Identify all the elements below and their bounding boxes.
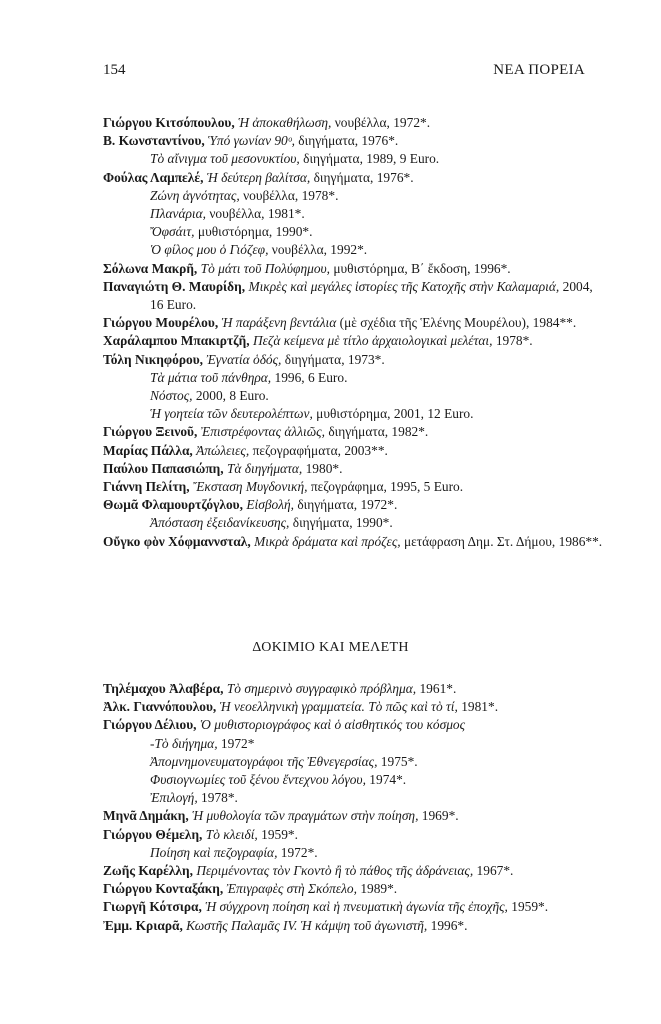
- entry-author: Μαρίας Πάλλα,: [103, 442, 193, 458]
- entry-author: Γιώργου Μουρέλου,: [103, 315, 219, 331]
- bibliography-entry: [103, 132, 603, 150]
- entry-author: Γιώργου Κιτσόπουλου,: [103, 115, 235, 130]
- entry-details: μετάφραση Δημ. Στ. Δήμου, 1986**.: [403, 533, 603, 549]
- bibliography-entry: [103, 442, 603, 460]
- entry-title: Κωστῆς Παλαμᾶς IV. Ἡ κάμψη τοῦ ἀγωνιστῆ,: [186, 917, 428, 933]
- bibliography-entry: [103, 423, 603, 441]
- entry-details: 1961*.: [419, 681, 457, 696]
- entry-title: Ἡ σύγχρονη ποίηση καὶ ἡ πνευματικὴ ἀγωνία τῆς ἐποχῆς,: [205, 899, 508, 915]
- entry-title: Ἡ δεύτερη βαλίτσα,: [206, 169, 311, 185]
- entry-author: Σόλωνα Μακρῆ,: [103, 260, 198, 276]
- entry-title: Ἀπομνημονευματογράφοι τῆς Ἐθνεγερσίας,: [150, 753, 378, 769]
- entry-author: Β. Κωνσταντίνου,: [103, 133, 205, 149]
- bibliography-entry: [103, 917, 603, 935]
- entry-details: 1980*.: [305, 460, 343, 476]
- entry-title: Ὄφσάιτ,: [150, 224, 195, 240]
- entry-title: Ποίηση καὶ πεζογραφία,: [150, 844, 278, 860]
- entry-details: 1996, 6 Euro.: [274, 369, 348, 385]
- bibliography-entry: [103, 351, 603, 369]
- bibliography-entry: [103, 844, 603, 862]
- bibliography-entry: [103, 223, 603, 241]
- entry-title: Μικρὰ δράματα καὶ πρόζες,: [254, 533, 401, 549]
- entry-details: 1975*.: [380, 753, 418, 769]
- bibliography-entry: [103, 114, 603, 132]
- bibliography-entry: [103, 771, 603, 789]
- bibliography-entry: [103, 460, 603, 478]
- entry-title: Ἡ ἀποκαθήλωση,: [238, 115, 332, 130]
- entry-details: 1959*.: [261, 826, 298, 842]
- bibliography-entry: [103, 332, 603, 350]
- entry-details: 1967*.: [476, 863, 514, 879]
- bibliography-entry: [103, 880, 603, 898]
- entry-details: 2004, 16 Euro.: [150, 278, 593, 313]
- entry-title: Πλανάρια,: [150, 206, 206, 222]
- entry-title: Ἐπιγραφὲς στὴ Σκόπελο,: [226, 881, 357, 897]
- bibliography-entry: [103, 369, 603, 387]
- entry-author: Χαράλαμπου Μπακιρτζῆ,: [103, 333, 250, 349]
- entry-title: Ὁ φίλος μου ὁ Γιόζεφ,: [150, 242, 269, 258]
- entry-details: διηγήματα, 1982*.: [328, 424, 429, 440]
- entry-title: Ἐπιστρέφοντας ἀλλιῶς,: [200, 424, 325, 440]
- entry-title: Τὸ σημερινὸ συγγραφικὸ πρόβλημα,: [226, 681, 417, 696]
- entry-details: διηγήματα, 1990*.: [292, 515, 393, 531]
- entry-details: μυθιστόρημα, 2001, 12 Euro.: [316, 406, 474, 422]
- entry-details: μυθιστόρημα, Β΄ ἔκδοση, 1996*.: [333, 260, 511, 276]
- entry-details: διηγήματα, 1976*.: [298, 133, 399, 149]
- entry-details: 1972*.: [280, 844, 318, 860]
- bibliography-entry: [103, 807, 603, 825]
- entry-title: Τὰ μάτια τοῦ πάνθηρα,: [150, 369, 272, 385]
- bibliography-entry: [103, 405, 603, 423]
- entry-title: Ἐπιλογή,: [150, 790, 198, 806]
- bibliography-entry: [103, 514, 603, 532]
- entry-author: Τηλέμαχου Ἀλαβέρα,: [103, 681, 224, 696]
- bibliography-entry: [103, 478, 603, 496]
- entry-title: Ὑπό γωνίαν 90ᵒ,: [208, 133, 295, 149]
- entry-details: διηγήματα, 1989, 9 Euro.: [303, 151, 440, 167]
- entry-author: Οὔγκο φὸν Χόφμαννσταλ,: [103, 533, 251, 549]
- bibliography-entry: [103, 496, 603, 514]
- entry-details: νουβέλλα, 1992*.: [271, 242, 368, 258]
- bibliography-entry: [103, 387, 603, 405]
- entry-details: μυθιστόρημα, 1990*.: [197, 224, 313, 240]
- entry-details: 1989*.: [360, 881, 398, 897]
- entry-title: Φυσιογνωμίες τοῦ ξένου ἔντεχνου λόγου,: [150, 772, 366, 788]
- entry-details: νουβέλλα, 1978*.: [243, 187, 339, 203]
- entry-details: (μὲ σχέδια τῆς Ἑλένης Μουρέλου), 1984**.: [339, 315, 577, 331]
- bibliography-entry: [103, 680, 603, 698]
- bibliography-entry: [103, 205, 603, 223]
- entry-title: Ἡ νεοελληνικὴ γραμματεία. Τὸ πῶς καὶ τὸ τί,: [219, 699, 458, 715]
- bibliography-entry: [103, 187, 603, 205]
- entry-title: Ἐγνατία ὁδός,: [206, 351, 282, 367]
- bibliography-entry: [103, 278, 603, 314]
- entry-title: Μικρὲς καὶ μεγάλες ἱστορίες τῆς Κατοχῆς στὴν Καλαμαριά,: [248, 278, 560, 294]
- entry-title: Τὰ διηγήματα,: [226, 460, 303, 476]
- essay-list: [103, 680, 603, 935]
- page-number: 154: [103, 62, 126, 78]
- bibliography-entry: [103, 150, 603, 168]
- running-head: ΝΕΑ ΠΟΡΕΙΑ: [493, 62, 585, 78]
- entry-author: Γιώργου Θέμελη,: [103, 826, 203, 842]
- bibliography-entry: [103, 862, 603, 880]
- entry-author: Ἀλκ. Γιαννόπουλου,: [103, 699, 217, 715]
- entry-details: νουβέλλα, 1981*.: [209, 206, 305, 222]
- entry-title: -Τὸ διήγημα,: [150, 735, 218, 751]
- entry-title: Νόστος,: [150, 388, 193, 404]
- entry-details: 1974*.: [369, 772, 407, 788]
- entry-title: Ἡ γοητεία τῶν δευτερολέπτων,: [150, 406, 313, 422]
- fiction-list: [103, 114, 603, 551]
- entry-title: Ἔκσταση Μυγδονική,: [192, 479, 308, 495]
- entry-details: 1978*.: [201, 790, 238, 806]
- entry-details: 1996*.: [430, 917, 468, 933]
- entry-title: Ζώνη ἁγνότητας,: [150, 187, 240, 203]
- bibliography-entry: [103, 533, 603, 551]
- entry-title: Ἀπόσταση ἐξειδανίκευσης,: [150, 515, 290, 531]
- bibliography-entry: [103, 241, 603, 259]
- entry-author: Γιώργου Ξεινοῦ,: [103, 424, 198, 440]
- entry-details: 1981*.: [461, 699, 499, 715]
- entry-author: Ἐμμ. Κριαρᾶ,: [103, 917, 183, 933]
- entry-title: Τὸ μάτι τοῦ Πολύφημου,: [200, 260, 331, 276]
- entry-details: 2000, 8 Euro.: [195, 388, 269, 404]
- entry-author: Θωμᾶ Φλαμουρτζόγλου,: [103, 497, 243, 513]
- entry-author: Παναγιώτη Θ. Μαυρίδη,: [103, 278, 246, 294]
- entry-author: Γιώργου Δέλιου,: [103, 717, 197, 733]
- entry-author: Γιάννη Πελίτη,: [103, 479, 190, 495]
- entry-details: 1969*.: [421, 808, 459, 824]
- entry-author: Γιωργῆ Κότσιρα,: [103, 899, 202, 915]
- entry-author: Ζωῆς Καρέλλη,: [103, 863, 193, 879]
- entry-details: διηγήματα, 1976*.: [313, 169, 414, 185]
- entry-title: Τὸ κλειδί,: [205, 826, 258, 842]
- entry-title: Ἀπώλειες,: [196, 442, 250, 458]
- entry-author: Τόλη Νικηφόρου,: [103, 351, 204, 367]
- entry-author: Παύλου Παπασιώπη,: [103, 460, 224, 476]
- entry-title: Περιμένοντας τὸν Γκοντὸ ἢ τὸ πάθος τῆς ἀδράνειας,: [196, 863, 474, 879]
- bibliography-entry: [103, 716, 603, 734]
- bibliography-entry: [103, 260, 603, 278]
- entry-author: Γιώργου Κονταξάκη,: [103, 881, 224, 897]
- entry-title: Ἡ μυθολογία τῶν πραγμάτων στὴν ποίηση,: [192, 808, 419, 824]
- bibliography-entry: [103, 789, 603, 807]
- bibliography-entry: [103, 735, 603, 753]
- bibliography-entry: [103, 898, 603, 916]
- entry-title: Εἰσβολή,: [246, 497, 294, 513]
- bibliography-entry: [103, 169, 603, 187]
- entry-author: Φούλας Λαμπελέ,: [103, 169, 204, 185]
- entry-details: 1972*: [220, 735, 255, 751]
- entry-author: Μηνᾶ Δημάκη,: [103, 808, 189, 824]
- bibliography-entry: [103, 314, 603, 332]
- entry-details: πεζογραφήματα, 2003**.: [252, 442, 388, 458]
- entry-title: Τὸ αἴνιγμα τοῦ μεσονυκτίου,: [150, 151, 300, 167]
- entry-title: Ὁ μυθιστοριογράφος καὶ ὁ αἰσθητικός του κόσμος: [199, 717, 466, 733]
- section-heading: ΔΟΚΙΜΙΟ ΚΑΙ ΜΕΛΕΤΗ: [252, 640, 409, 655]
- entry-details: διηγήματα, 1972*.: [297, 497, 398, 513]
- bibliography-entry: [103, 753, 603, 771]
- entry-details: πεζογράφημα, 1995, 5 Euro.: [310, 479, 464, 495]
- entry-title: Ἡ παράξενη βεντάλια: [221, 315, 337, 331]
- entry-title: Πεζὰ κείμενα μὲ τίτλο ἀρχαιολογικαὶ μελέται,: [252, 333, 493, 349]
- bibliography-entry: [103, 826, 603, 844]
- entry-details: 1978*.: [495, 333, 533, 349]
- entry-details: 1959*.: [511, 899, 549, 915]
- entry-details: νουβέλλα, 1972*.: [334, 115, 431, 130]
- bibliography-entry: [103, 698, 603, 716]
- entry-details: διηγήματα, 1973*.: [284, 351, 385, 367]
